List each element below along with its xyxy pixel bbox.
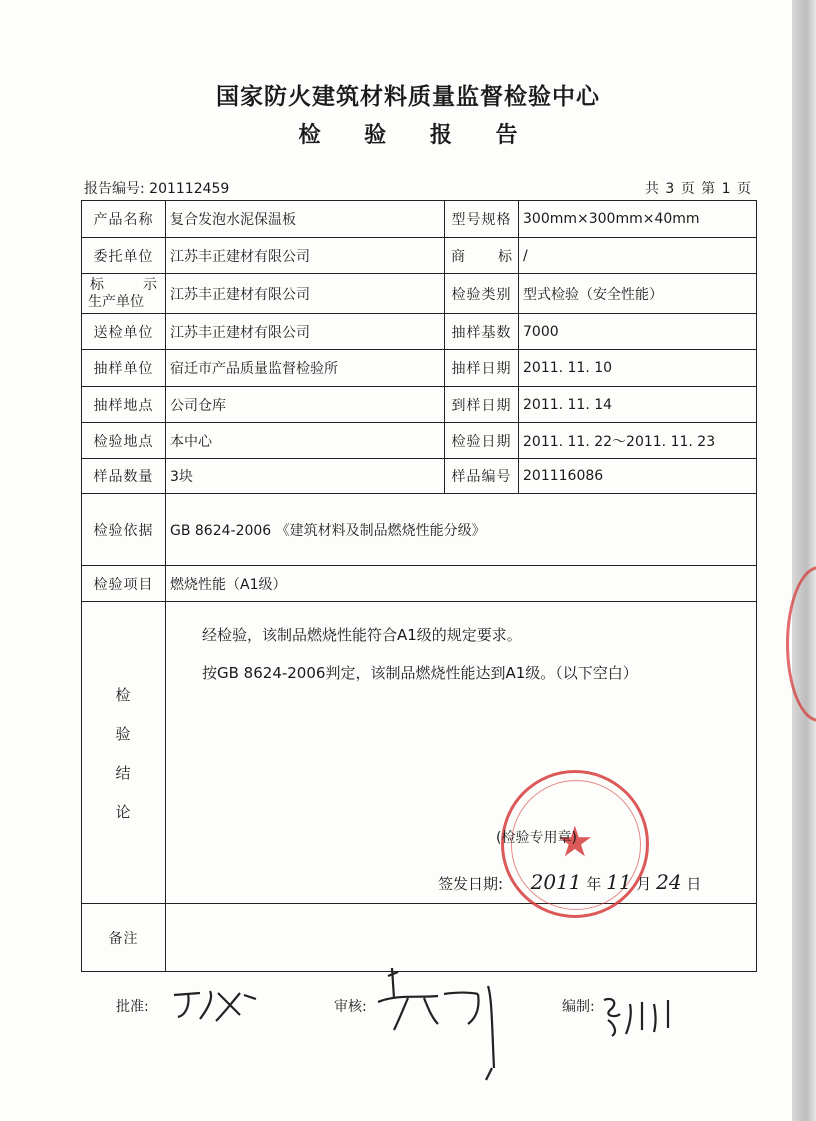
table-row bbox=[82, 904, 757, 972]
report-number-label: 报告编号: bbox=[84, 181, 145, 197]
conclusion-label bbox=[82, 602, 166, 904]
test-item-label: 检验项目 bbox=[82, 566, 166, 602]
test-type-label: 检验类别 bbox=[445, 274, 519, 314]
month-char: 月 bbox=[636, 875, 652, 893]
table-row bbox=[82, 566, 757, 602]
conclusion-line: 按GB 8624-2006判定，该制品燃烧性能达到A1级。（以下空白） bbox=[202, 664, 638, 682]
organization-title: 国家防火建筑材料质量监督检验中心 bbox=[216, 84, 600, 110]
manufacturer-label-char: 标 bbox=[90, 276, 104, 293]
conclusion-label-char: 结 bbox=[115, 763, 132, 782]
sample-number-value: 201116086 bbox=[519, 459, 757, 494]
basis-label: 检验依据 bbox=[82, 494, 166, 566]
manufacturer-value: 江苏丰正建材有限公司 bbox=[166, 274, 445, 314]
table-row bbox=[82, 602, 757, 904]
sign-year: 2011 bbox=[530, 870, 582, 894]
sign-date-label: 签发日期: bbox=[438, 875, 504, 893]
review-label: 审核: bbox=[334, 999, 367, 1015]
reviewer-signature bbox=[368, 968, 518, 1095]
conclusion-label-char: 论 bbox=[115, 802, 132, 821]
seal-star-icon: ★ bbox=[556, 817, 594, 866]
model-label: 型号规格 bbox=[445, 201, 519, 238]
approve-label: 批准: bbox=[116, 999, 149, 1015]
manufacturer-label-line: 生产单位 bbox=[88, 293, 144, 310]
test-date-value: 2011. 11. 22～2011. 11. 23 bbox=[519, 423, 757, 459]
sampler-value: 宿迁市产品质量监督检验所 bbox=[166, 350, 445, 387]
scan-edge-shadow bbox=[792, 0, 816, 1121]
sample-place-value: 公司仓库 bbox=[166, 387, 445, 423]
table-row bbox=[82, 201, 757, 238]
remarks-label: 备注 bbox=[82, 904, 166, 972]
sample-base-label: 抽样基数 bbox=[445, 314, 519, 350]
table-row bbox=[82, 274, 757, 314]
trademark-value: / bbox=[519, 238, 757, 274]
report-number-value: 201112459 bbox=[149, 181, 230, 197]
sample-base-value: 7000 bbox=[519, 314, 757, 350]
sample-date-label: 抽样日期 bbox=[445, 350, 519, 387]
day-char: 日 bbox=[686, 875, 702, 893]
year-char: 年 bbox=[586, 875, 602, 893]
conclusion-label-char: 验 bbox=[115, 724, 132, 743]
basis-value: GB 8624-2006 《建筑材料及制品燃烧性能分级》 bbox=[166, 494, 757, 566]
model-value: 300mm×300mm×40mm bbox=[519, 201, 757, 238]
test-type-value: 型式检验（安全性能） bbox=[519, 274, 757, 314]
table-row bbox=[82, 350, 757, 387]
client-value: 江苏丰正建材有限公司 bbox=[166, 238, 445, 274]
test-place-value: 本中心 bbox=[166, 423, 445, 459]
approver-signature bbox=[170, 985, 260, 1032]
sign-date bbox=[438, 870, 701, 894]
table-row bbox=[82, 387, 757, 423]
arrival-date-value: 2011. 11. 14 bbox=[519, 387, 757, 423]
conclusion-body bbox=[166, 602, 757, 904]
trademark-label bbox=[445, 238, 519, 274]
table-row bbox=[82, 314, 757, 350]
product-name-value: 复合发泡水泥保温板 bbox=[166, 201, 445, 238]
stamp-label: (检验专用章) bbox=[496, 830, 577, 846]
manufacturer-label bbox=[82, 274, 166, 314]
submitter-label: 送检单位 bbox=[82, 314, 166, 350]
table-row bbox=[82, 494, 757, 566]
document-title: 检 验 报 告 bbox=[298, 123, 536, 148]
arrival-date-label: 到样日期 bbox=[445, 387, 519, 423]
page-info: 共 3 页 第 1 页 bbox=[644, 181, 752, 197]
side-seal-fragment bbox=[786, 566, 816, 722]
report-table bbox=[81, 200, 757, 972]
quantity-label: 样品数量 bbox=[82, 459, 166, 494]
sign-day: 24 bbox=[656, 870, 682, 894]
remarks-value bbox=[166, 904, 757, 972]
sample-place-label: 抽样地点 bbox=[82, 387, 166, 423]
table-row bbox=[82, 238, 757, 274]
table-row bbox=[82, 459, 757, 494]
quantity-value: 3块 bbox=[166, 459, 445, 494]
client-label: 委托单位 bbox=[82, 238, 166, 274]
sign-month: 11 bbox=[606, 870, 632, 894]
table-row bbox=[82, 423, 757, 459]
trademark-label-char: 商 bbox=[451, 248, 465, 265]
submitter-value: 江苏丰正建材有限公司 bbox=[166, 314, 445, 350]
test-place-label: 检验地点 bbox=[82, 423, 166, 459]
test-item-value: 燃烧性能（A1级） bbox=[166, 566, 757, 602]
compile-label: 编制: bbox=[562, 999, 595, 1015]
test-date-label: 检验日期 bbox=[445, 423, 519, 459]
sample-number-label: 样品编号 bbox=[445, 459, 519, 494]
conclusion-line: 经检验，该制品燃烧性能符合A1级的规定要求。 bbox=[202, 626, 522, 644]
manufacturer-label-char: 示 bbox=[143, 276, 157, 293]
sampler-label: 抽样单位 bbox=[82, 350, 166, 387]
compiler-signature bbox=[598, 990, 688, 1047]
trademark-label-char: 标 bbox=[498, 248, 512, 265]
conclusion-label-char: 检 bbox=[115, 685, 132, 704]
report-number bbox=[84, 178, 229, 198]
product-name-label: 产品名称 bbox=[82, 201, 166, 238]
sample-date-value: 2011. 11. 10 bbox=[519, 350, 757, 387]
